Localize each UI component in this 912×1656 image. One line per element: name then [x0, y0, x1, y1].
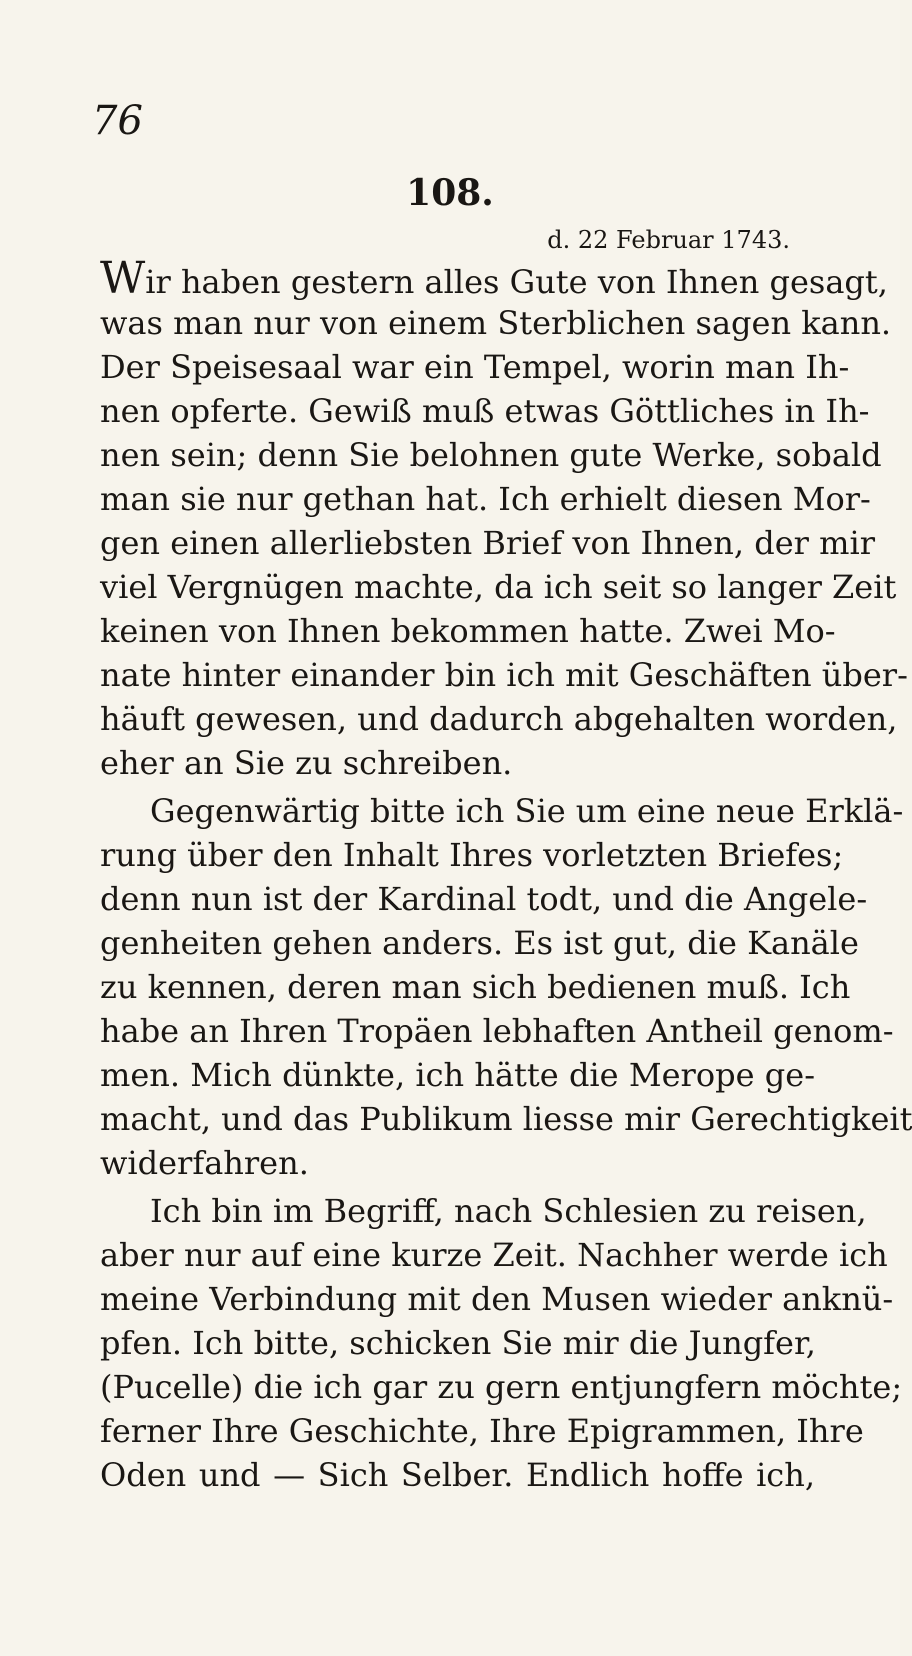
text-line: denn nun ist der Kardinal todt, und die Angele-	[100, 880, 868, 918]
text-line: men. Mich dünkte, ich hätte die Merope ge-	[100, 1056, 815, 1094]
text-line: häuft gewesen, und dadurch abgehalten worden,	[100, 700, 898, 738]
text-line: widerfahren.	[100, 1144, 309, 1182]
text-line: zu kennen, deren man sich bedienen muß. Ich	[100, 968, 851, 1006]
page-number: 76	[92, 98, 143, 144]
text-line: gen einen allerliebsten Brief von Ihnen, der mir	[100, 524, 876, 562]
text-line: macht, und das Publikum liesse mir Gerechtigkeit	[100, 1100, 912, 1138]
text-line: rung über den Inhalt Ihres vorletzten Briefes;	[100, 836, 844, 874]
text-line: keinen von Ihnen bekommen hatte. Zwei Mo-	[100, 612, 836, 650]
text-line: meine Verbindung mit den Musen wieder anknü-	[100, 1280, 894, 1318]
text-line: genheiten gehen anders. Es ist gut, die Kanäle	[100, 924, 859, 962]
letter-date: d. 22 Februar 1743.	[547, 226, 790, 254]
text-line: Oden und — Sich Selber. Endlich hoffe ich,	[100, 1456, 815, 1494]
text-line: ferner Ihre Geschichte, Ihre Epigrammen, Ihre	[100, 1412, 864, 1450]
text-line: Der Speisesaal war ein Tempel, worin man Ih-	[100, 348, 850, 386]
text-line: aber nur auf eine kurze Zeit. Nachher werde ich	[100, 1236, 888, 1274]
text-line: man sie nur gethan hat. Ich erhielt diesen Mor-	[100, 480, 871, 518]
text-line: (Pucelle) die ich gar zu gern entjungfern möchte;	[100, 1368, 903, 1406]
text-line: nen sein; denn Sie belohnen gute Werke, sobald	[100, 436, 882, 474]
text-line: pfen. Ich bitte, schicken Sie mir die Jungfer,	[100, 1324, 816, 1362]
letter-number: 108.	[406, 172, 494, 214]
text-line: Ich bin im Begriff, nach Schlesien zu reisen,	[150, 1192, 867, 1230]
text-line: nen opferte. Gewiß muß etwas Göttliches in Ih-	[100, 392, 870, 430]
text-line: Wir haben gestern alles Gute von Ihnen gesagt,	[100, 253, 888, 304]
text-line: habe an Ihren Tropäen lebhaften Antheil genom-	[100, 1012, 894, 1050]
text-line: viel Vergnügen machte, da ich seit so langer Zeit	[100, 568, 897, 606]
text-line: was man nur von einem Sterblichen sagen kann.	[100, 304, 892, 342]
drop-initial: W	[100, 253, 146, 304]
text-line: Gegenwärtig bitte ich Sie um eine neue Erklä-	[150, 792, 904, 830]
text-line: eher an Sie zu schreiben.	[100, 744, 513, 782]
text-line: nate hinter einander bin ich mit Geschäften über-	[100, 656, 908, 694]
